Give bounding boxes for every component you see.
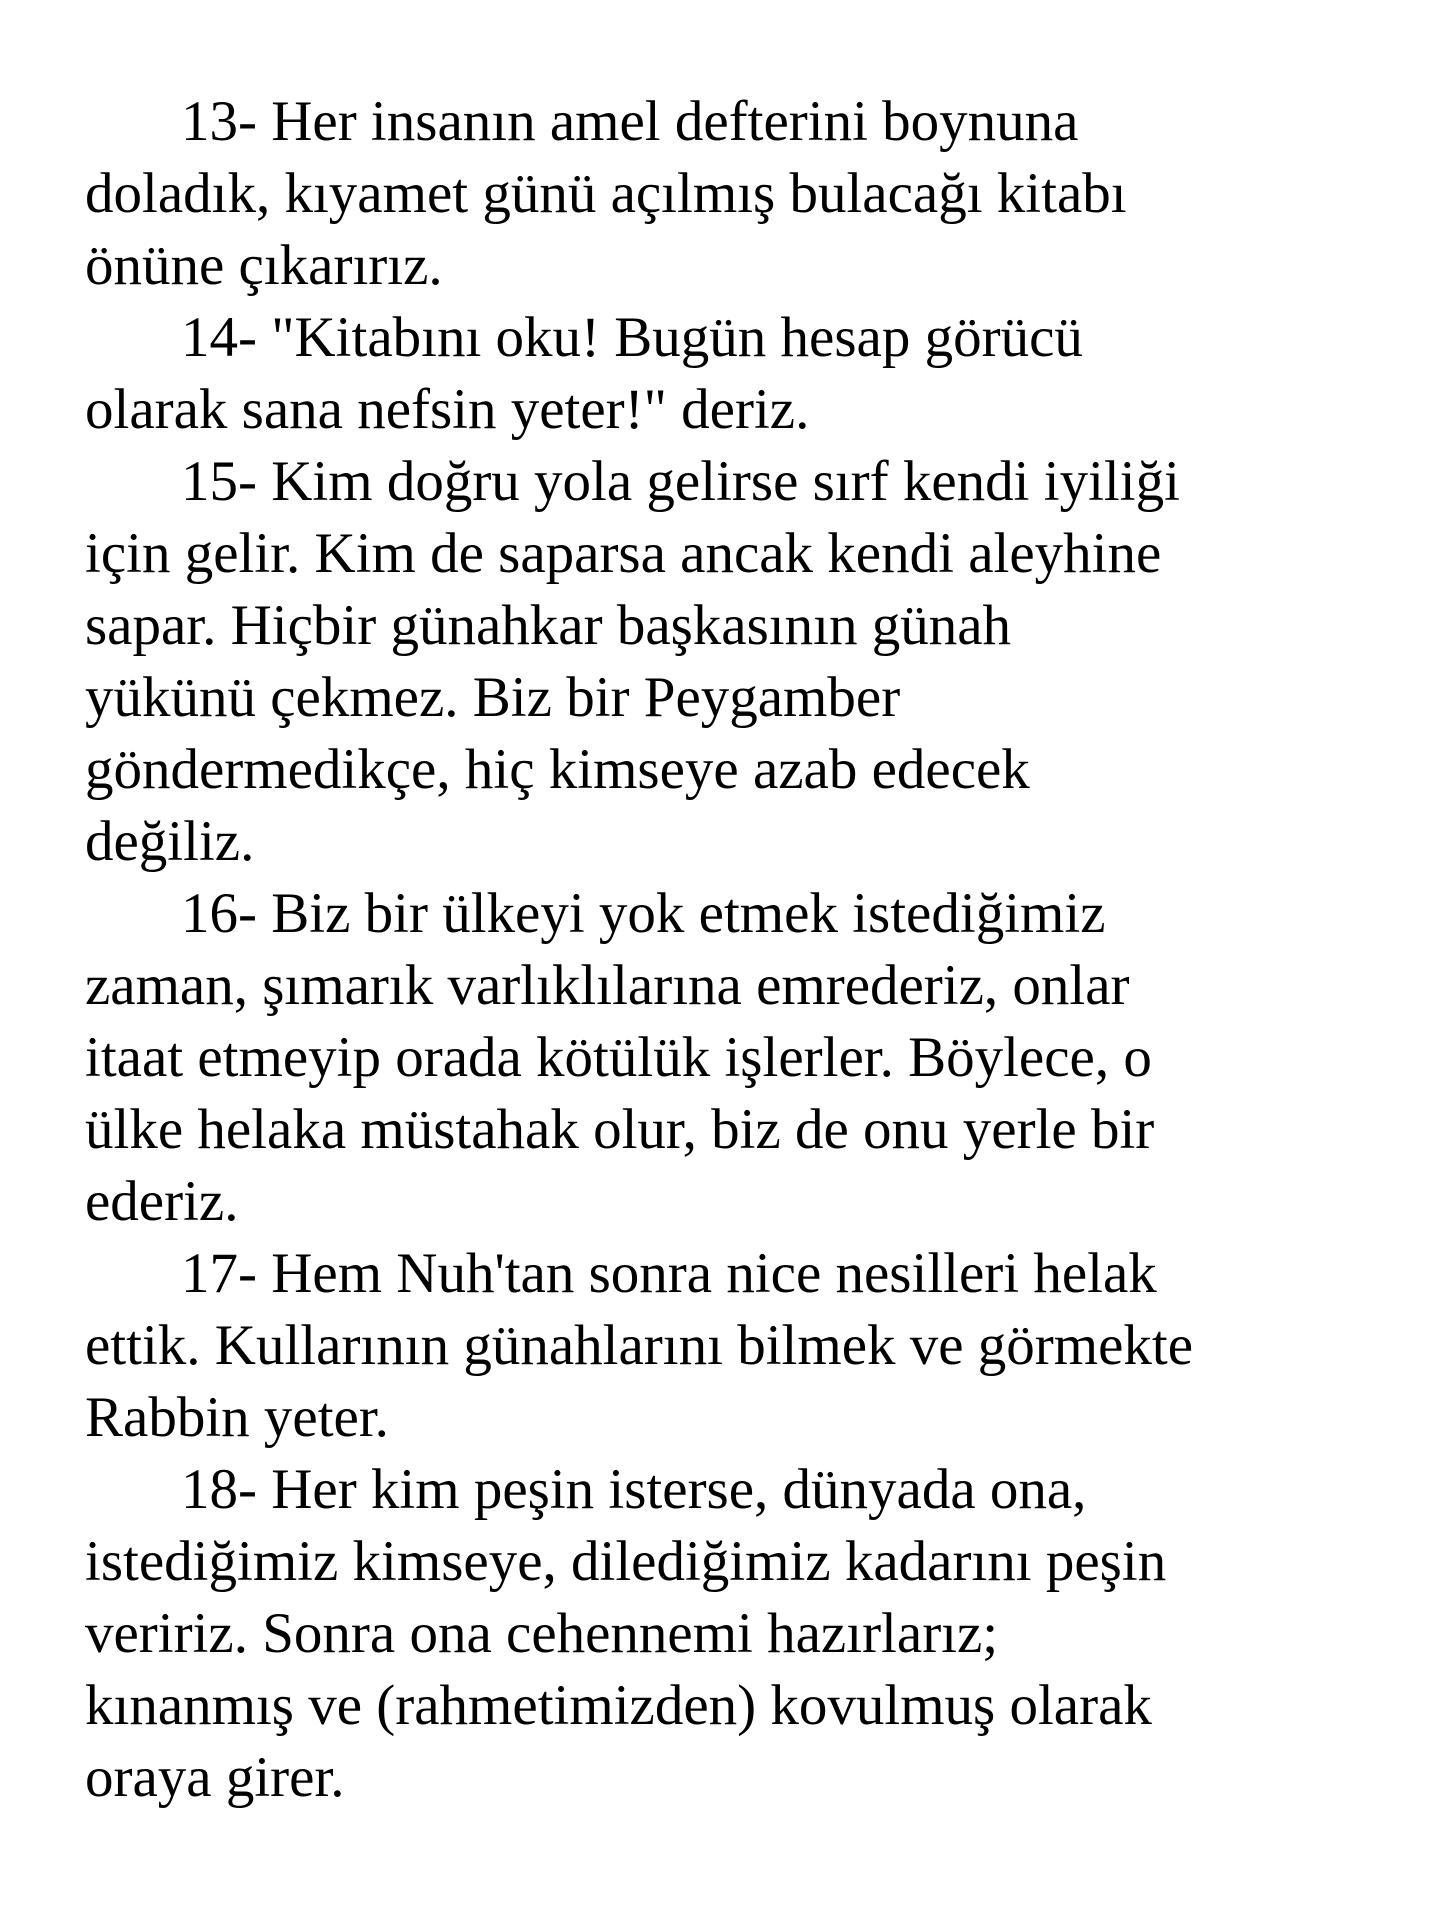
text-line: ülke helaka müstahak olur, biz de onu yerle bir [85, 1098, 1155, 1161]
verse-16 [85, 878, 1385, 1238]
document-page [85, 86, 1385, 1814]
text-line: 13- Her insanın amel defterini boynuna [181, 90, 1079, 153]
text-line: doladık, kıyamet günü açılmış bulacağı kitabı [85, 162, 1127, 225]
text-line: yükünü çekmez. Biz bir Peygamber [85, 666, 901, 729]
text-line: oraya girer. [85, 1746, 345, 1809]
text-line: 15- Kim doğru yola gelirse sırf kendi iyiliği [181, 450, 1180, 513]
text-line: göndermedikçe, hiç kimseye azab edecek [85, 738, 1030, 801]
text-line: kınanmış ve (rahmetimizden) kovulmuş olarak [85, 1674, 1152, 1737]
text-line: itaat etmeyip orada kötülük işlerler. Böylece, o [85, 1026, 1152, 1089]
text-line: istediğimiz kimseye, dilediğimiz kadarını peşin [85, 1530, 1167, 1593]
text-line: zaman, şımarık varlıklılarına emrederiz, onlar [85, 954, 1130, 1017]
text-line: 14- "Kitabını oku! Bugün hesap görücü [181, 306, 1083, 369]
text-line: veririz. Sonra ona cehennemi hazırlarız; [85, 1602, 999, 1665]
verse-18 [85, 1454, 1385, 1814]
verse-14 [85, 302, 1385, 446]
text-line: olarak sana nefsin yeter!" deriz. [85, 378, 810, 441]
text-line: için gelir. Kim de saparsa ancak kendi aleyhine [85, 522, 1162, 585]
text-line: ederiz. [85, 1170, 239, 1233]
verse-17 [85, 1238, 1385, 1454]
verse-13 [85, 86, 1385, 302]
text-line: Rabbin yeter. [85, 1386, 389, 1449]
text-line: önüne çıkarırız. [85, 234, 443, 297]
text-line: 16- Biz bir ülkeyi yok etmek istediğimiz [181, 882, 1106, 945]
text-line: sapar. Hiçbir günahkar başkasının günah [85, 594, 1011, 657]
verse-15 [85, 446, 1385, 878]
text-line: değiliz. [85, 810, 255, 873]
text-line: 18- Her kim peşin isterse, dünyada ona, [181, 1458, 1087, 1521]
text-line: ettik. Kullarının günahlarını bilmek ve görmekte [85, 1314, 1194, 1377]
text-line: 17- Hem Nuh'tan sonra nice nesilleri helak [181, 1242, 1157, 1305]
